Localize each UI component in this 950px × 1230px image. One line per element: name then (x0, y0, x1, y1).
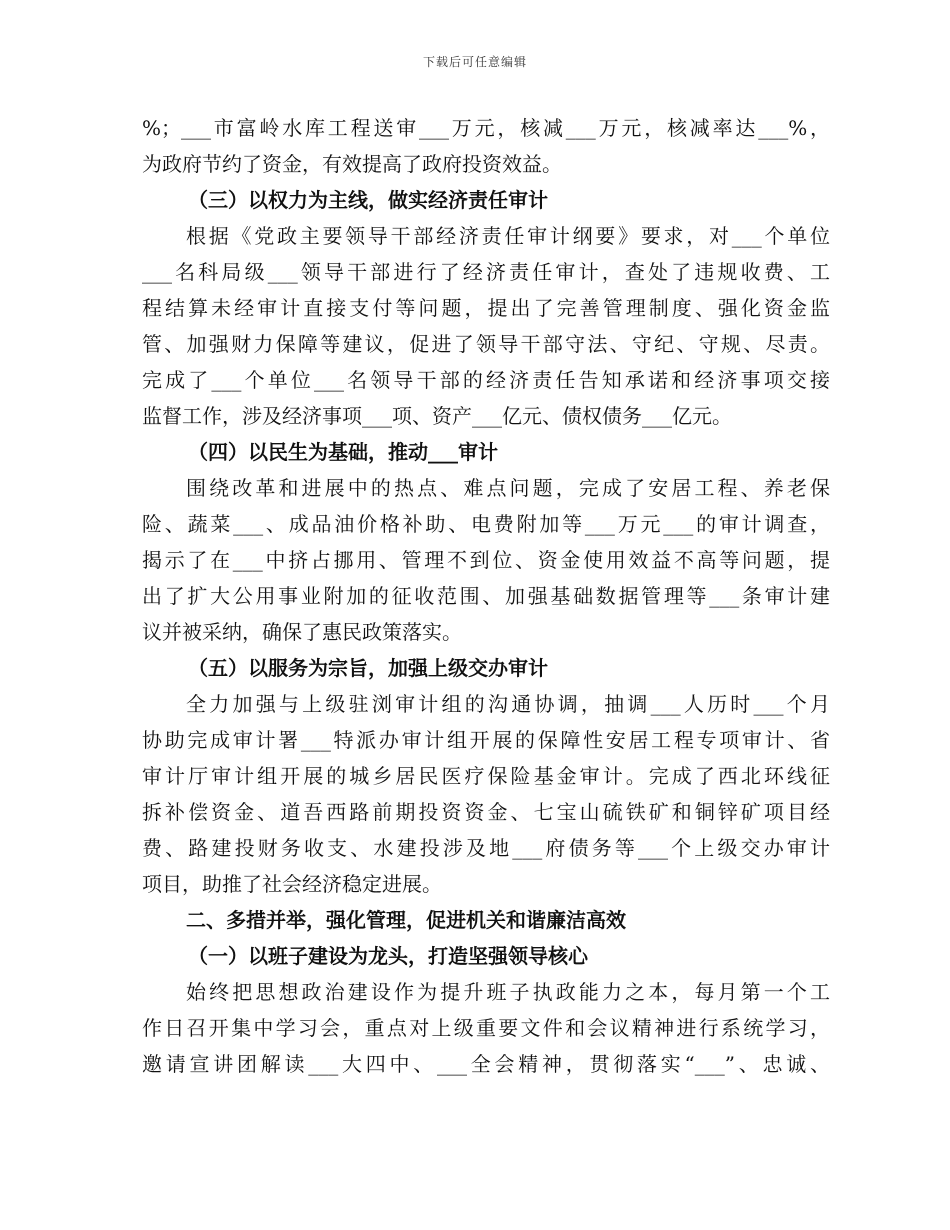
paragraph-line: 邀请宣讲团解读___大四中、___全会精神，贯彻落实“___”、忠诚、 (142, 1052, 830, 1076)
section-heading: （一）以班子建设为龙头，打造坚强领导核心 (188, 944, 588, 968)
paragraph-line: 协助完成审计署___特派办审计组开展的保障性安居工程专项审计、省 (142, 728, 830, 752)
paragraph-line: %；___市富岭水库工程送审___万元，核减___万元，核减率达___%， (142, 116, 830, 140)
paragraph-line: 管、加强财力保障等建议，促进了领导干部守法、守纪、守规、尽责。 (142, 332, 830, 356)
paragraph-line: 为政府节约了资金，有效提高了政府投资效益。 (142, 152, 562, 176)
paragraph-line: 审计厅审计组开展的城乡居民医疗保险基金审计。完成了西北环线征 (142, 764, 830, 788)
paragraph-line: 完成了___个单位___名领导干部的经济责任告知承诺和经济事项交接 (142, 368, 830, 392)
section-heading: （五）以服务为宗旨，加强上级交办审计 (188, 656, 548, 680)
section-heading: （四）以民生为基础，推动___审计 (188, 440, 498, 464)
paragraph-line: 根据《党政主要领导干部经济责任审计纲要》要求，对___个单位 (186, 224, 830, 248)
paragraph-line: 揭示了在___中挤占挪用、管理不到位、资金使用效益不高等问题，提 (142, 548, 830, 572)
paragraph-line: 出了扩大公用事业附加的征收范围、加强基础数据管理等___条审计建 (142, 584, 830, 608)
section-heading: 二、多措并举，强化管理，促进机关和谐廉洁高效 (186, 908, 626, 932)
paragraph-line: 始终把思想政治建设作为提升班子执政能力之本，每月第一个工 (186, 980, 830, 1004)
paragraph-line: 全力加强与上级驻浏审计组的沟通协调，抽调___人历时___个月 (186, 692, 830, 716)
paragraph-line: 项目，助推了社会经济稳定进展。 (142, 872, 442, 896)
paragraph-line: 作日召开集中学习会，重点对上级重要文件和会议精神进行系统学习， (142, 1016, 830, 1040)
paragraph-line: 监督工作，涉及经济事项___项、资产___亿元、债权债务___亿元。 (142, 404, 732, 428)
paragraph-line: 险、蔬菜___、成品油价格补助、电费附加等___万元___的审计调查， (142, 512, 830, 536)
page-header: 下载后可任意编辑 (422, 55, 527, 69)
paragraph-line: 费、路建投财务收支、水建投涉及地___府债务等___个上级交办审计 (142, 836, 830, 860)
paragraph-line: 围绕改革和进展中的热点、难点问题，完成了安居工程、养老保 (186, 476, 830, 500)
document-body (142, 110, 830, 1082)
paragraph-line: 程结算未经审计直接支付等问题，提出了完善管理制度、强化资金监 (142, 296, 830, 320)
section-heading: （三）以权力为主线，做实经济责任审计 (188, 188, 548, 212)
paragraph-line: ___名科局级___领导干部进行了经济责任审计，查处了违规收费、工 (142, 260, 830, 284)
paragraph-line: 议并被采纳，确保了惠民政策落实。 (142, 620, 462, 644)
paragraph-line: 拆补偿资金、道吾西路前期投资资金、七宝山硫铁矿和铜锌矿项目经 (142, 800, 830, 824)
